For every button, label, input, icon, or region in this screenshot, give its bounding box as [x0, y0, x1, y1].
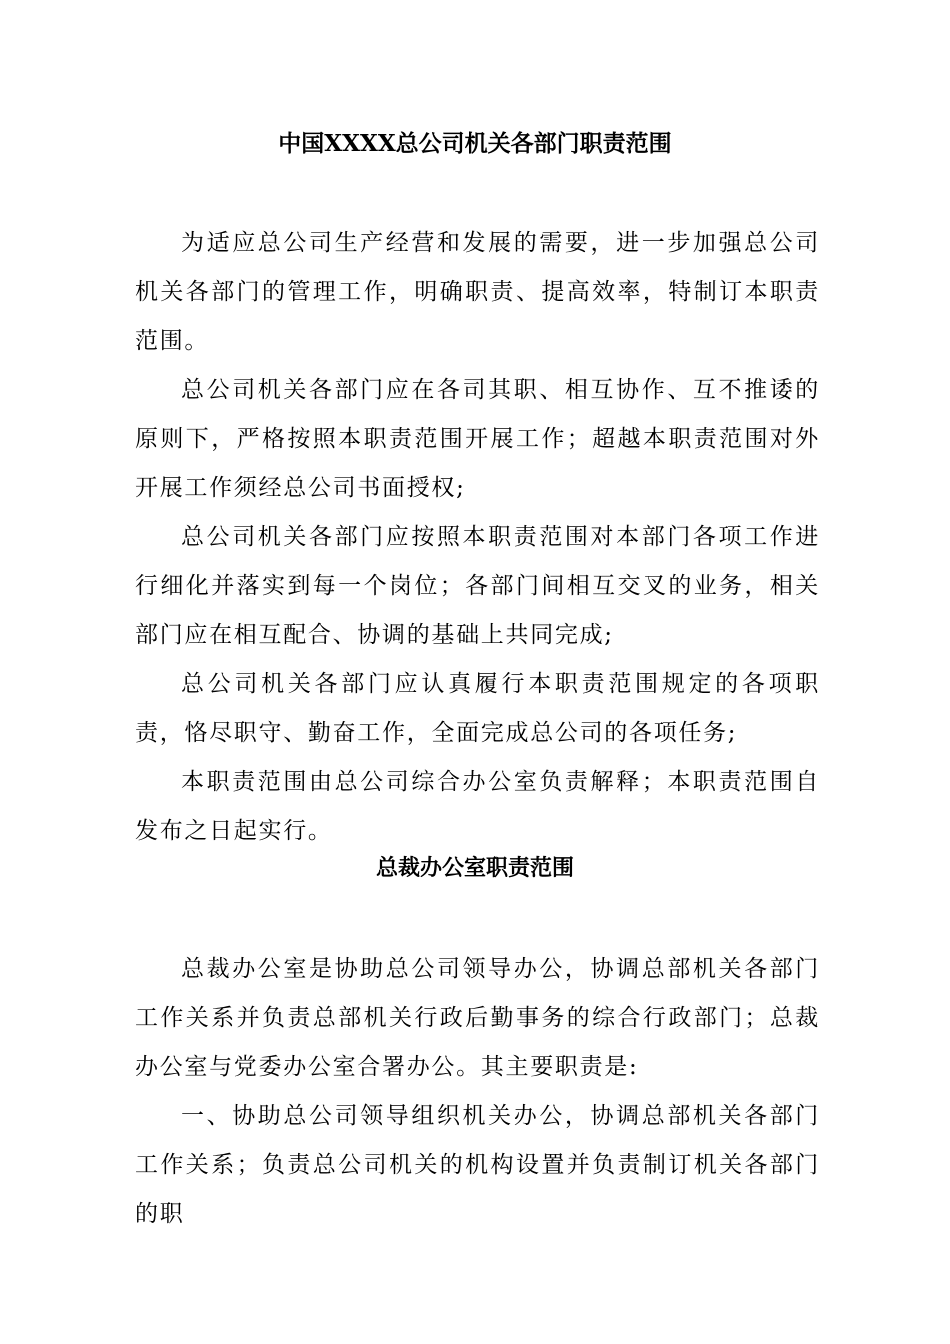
section-paragraph-2: 一、协助总公司领导组织机关办公，协调总部机关各部门工作关系；负责总公司机关的机构设置并负责制订机关各部门的职	[135, 1103, 820, 1227]
intro-paragraph-4: 总公司机关各部门应认真履行本职责范围规定的各项职责，恪尽职守、勤奋工作，全面完成总公司的各项任务;	[135, 671, 820, 746]
intro-paragraph-1: 为适应总公司生产经营和发展的需要，进一步加强总公司机关各部门的管理工作，明确职责、提高效率，特制订本职责范围。	[135, 230, 820, 354]
section-paragraph-1: 总裁办公室是协助总公司领导办公，协调总部机关各部门工作关系并负责总部机关行政后勤事务的综合行政部门；总裁办公室与党委办公室合署办公。其主要职责是:	[135, 956, 820, 1080]
intro-paragraph-3: 总公司机关各部门应按照本职责范围对本部门各项工作进行细化并落实到每一个岗位；各部门间相互交叉的业务，相关部门应在相互配合、协调的基础上共同完成;	[135, 524, 820, 648]
section-title: 总裁办公室职责范围	[375, 855, 574, 881]
section-body	[135, 945, 820, 1239]
document-title: 中国XXXX总公司机关各部门职责范围	[278, 130, 672, 157]
intro-paragraph-2: 总公司机关各部门应在各司其职、相互协作、互不推诿的原则下，严格按照本职责范围开展工作；超越本职责范围对外开展工作须经总公司书面授权;	[135, 377, 820, 501]
intro-section	[135, 219, 820, 856]
intro-paragraph-5: 本职责范围由总公司综合办公室负责解释；本职责范围自发布之日起实行。	[135, 769, 820, 844]
